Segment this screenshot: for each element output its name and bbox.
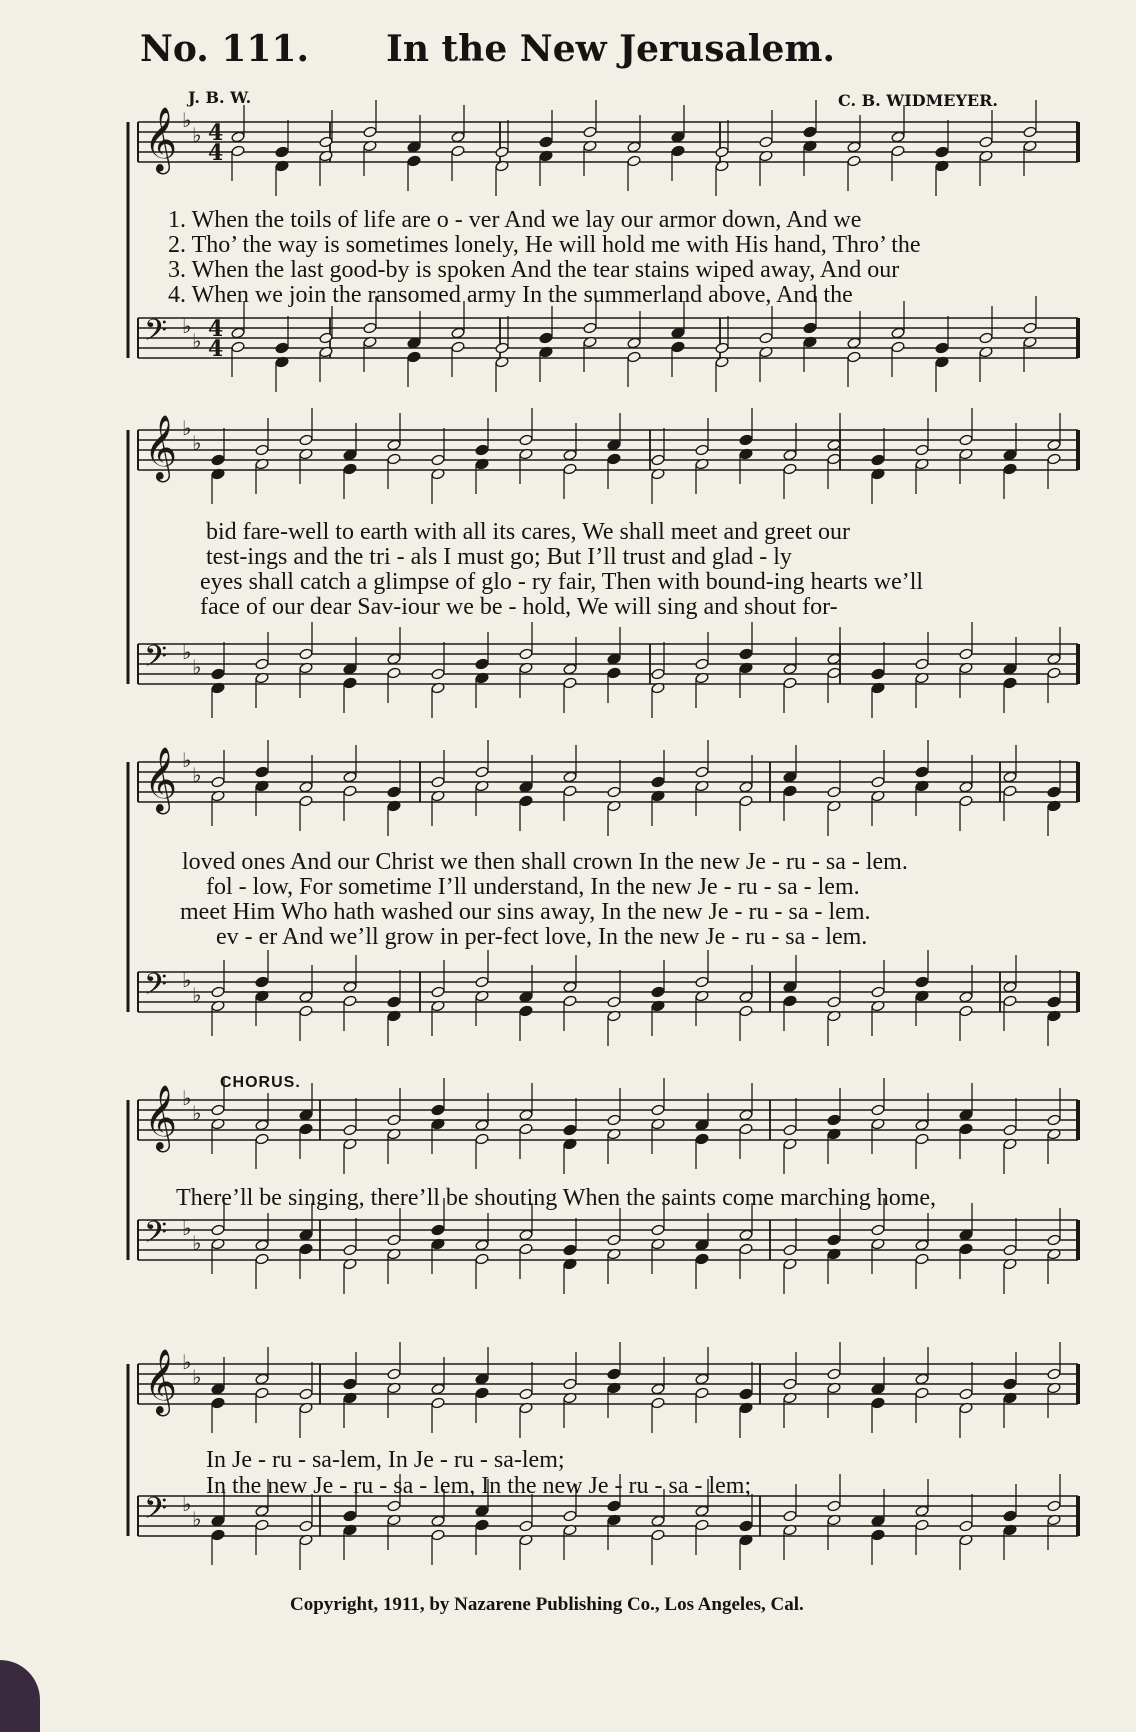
svg-text:♭: ♭ bbox=[182, 416, 192, 440]
lyric-line: ev - er And we’ll grow in per-fect love, In the new Je - ru - sa - lem. bbox=[216, 924, 868, 950]
svg-text:♭: ♭ bbox=[192, 655, 202, 679]
lyric-line: meet Him Who hath washed our sins away, In the new Je - ru - sa - lem. bbox=[180, 899, 871, 925]
svg-text:♭: ♭ bbox=[182, 108, 192, 132]
svg-text:♭: ♭ bbox=[192, 983, 202, 1007]
svg-text:𝄢: 𝄢 bbox=[144, 1492, 168, 1533]
lyric-line: loved ones And our Christ we then shall crown In the new Je - ru - sa - lem. bbox=[182, 849, 908, 875]
svg-text:♭: ♭ bbox=[192, 123, 202, 147]
svg-text:♭: ♭ bbox=[182, 748, 192, 772]
lyric-line: 1. When the toils of life are o - ver And we lay our armor down, And we bbox=[168, 207, 862, 233]
lyric-line: bid fare-well to earth with all its cares, We shall meet and greet our bbox=[206, 519, 851, 545]
composer-credit: C. B. WIDMEYER. bbox=[838, 91, 998, 110]
svg-text:♭: ♭ bbox=[182, 1492, 192, 1516]
book-edge-shadow bbox=[0, 1660, 40, 1732]
svg-text:𝄞: 𝄞 bbox=[144, 1349, 178, 1414]
svg-text:♭: ♭ bbox=[192, 329, 202, 353]
svg-text:4: 4 bbox=[208, 140, 224, 166]
svg-text:𝄢: 𝄢 bbox=[144, 968, 168, 1009]
svg-text:4: 4 bbox=[208, 336, 224, 362]
lyric-line: test-ings and the tri - als I must go; But I’ll trust and glad - ly bbox=[206, 544, 792, 570]
svg-text:♭: ♭ bbox=[182, 1086, 192, 1110]
svg-text:♭: ♭ bbox=[192, 1231, 202, 1255]
svg-text:♭: ♭ bbox=[182, 1216, 192, 1240]
hymn-title: In the New Jerusalem. bbox=[386, 28, 835, 70]
svg-text:♭: ♭ bbox=[192, 1365, 202, 1389]
svg-text:4: 4 bbox=[208, 316, 224, 342]
svg-text:4: 4 bbox=[208, 120, 224, 146]
svg-text:𝄢: 𝄢 bbox=[144, 1216, 168, 1257]
svg-text:𝄞: 𝄞 bbox=[144, 415, 178, 480]
chorus-label: CHORUS. bbox=[220, 1074, 301, 1091]
copyright-notice: Copyright, 1911, by Nazarene Publishing Co., Los Angeles, Cal. bbox=[290, 1594, 804, 1615]
svg-text:𝄢: 𝄢 bbox=[144, 314, 168, 355]
lyric-line: In Je - ru - sa-lem, In Je - ru - sa-lem; bbox=[206, 1447, 565, 1473]
svg-text:𝄞: 𝄞 bbox=[144, 107, 178, 172]
svg-text:♭: ♭ bbox=[192, 431, 202, 455]
hymn-number: No. 111. bbox=[140, 28, 310, 70]
lyric-line: 3. When the last good-by is spoken And the tear stains wiped away, And our bbox=[168, 257, 900, 283]
lyric-line: fol - low, For sometime I’ll understand, In the new Je - ru - sa - lem. bbox=[206, 874, 860, 900]
svg-text:♭: ♭ bbox=[192, 1101, 202, 1125]
lyric-line: There’ll be singing, there’ll be shouting When the saints come marching home, bbox=[176, 1185, 937, 1211]
svg-text:𝄞: 𝄞 bbox=[144, 747, 178, 812]
lyric-line: face of our dear Sav-iour we be - hold, We will sing and shout for- bbox=[200, 594, 838, 620]
svg-text:𝄢: 𝄢 bbox=[144, 640, 168, 681]
svg-text:♭: ♭ bbox=[182, 968, 192, 992]
svg-text:♭: ♭ bbox=[182, 1350, 192, 1374]
lyric-line: In the new Je - ru - sa - lem, In the new Je - ru - sa - lem; bbox=[206, 1473, 752, 1499]
lyric-line: 2. Tho’ the way is sometimes lonely, He will hold me with His hand, Thro’ the bbox=[168, 232, 921, 258]
lyric-line: eyes shall catch a glimpse of glo - ry fair, Then with bound-ing hearts we’ll bbox=[200, 569, 924, 595]
svg-text:♭: ♭ bbox=[192, 1507, 202, 1531]
svg-text:♭: ♭ bbox=[192, 763, 202, 787]
svg-text:𝄞: 𝄞 bbox=[144, 1085, 178, 1150]
svg-text:♭: ♭ bbox=[182, 314, 192, 338]
lyricist-credit: J. B. W. bbox=[188, 88, 252, 107]
svg-text:♭: ♭ bbox=[182, 640, 192, 664]
music-system bbox=[0, 1324, 1136, 1596]
lyric-line: 4. When we join the ransomed army In the summerland above, And the bbox=[168, 282, 853, 308]
